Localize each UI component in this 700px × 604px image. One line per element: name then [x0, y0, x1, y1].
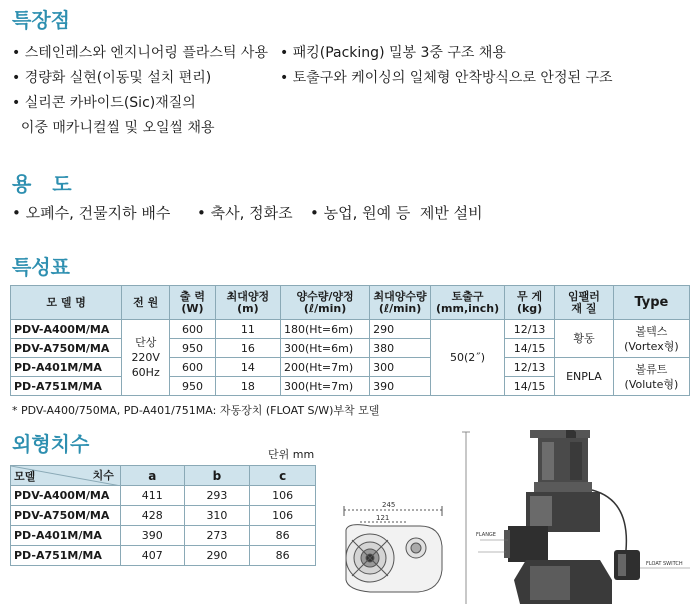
weight-cell: 14/15: [505, 377, 555, 396]
weight-cell: 14/15: [505, 339, 555, 358]
pump-drawing: [330, 430, 690, 604]
feature-item: • 실리콘 카바이드(Sic)재질의: [12, 95, 196, 111]
feature-item: • 스테인레스와 엔지니어링 플라스틱 사용: [12, 45, 268, 61]
header-output: 출 력 (W): [170, 286, 216, 320]
dim-c-cell: 106: [250, 486, 316, 506]
header-a: a: [120, 466, 184, 486]
max-head-cell: 16: [215, 339, 280, 358]
header-power: 전 원: [122, 286, 170, 320]
dims-title: 외형치수: [12, 432, 90, 456]
model-cell: PDV-A400M/MA: [11, 320, 122, 339]
weight-cell: 12/13: [505, 320, 555, 339]
model-cell: PD-A401M/MA: [11, 358, 122, 377]
output-cell: 600: [170, 358, 216, 377]
model-cell: PD-A401M/MA: [11, 526, 121, 546]
max-head-cell: 14: [215, 358, 280, 377]
usage-item: • 오폐수, 건물지하 배수: [12, 204, 171, 222]
header-size: 치수: [92, 469, 114, 482]
dim-c-cell: 106: [250, 506, 316, 526]
model-cell: PD-A751M/MA: [11, 546, 121, 566]
flow-cell: 300(Ht=7m): [281, 377, 370, 396]
pump-top-view: [344, 506, 442, 592]
max-head-cell: 18: [215, 377, 280, 396]
dim-c-cell: 86: [250, 546, 316, 566]
max-flow-cell: 390: [370, 377, 431, 396]
spec-table: [10, 285, 690, 396]
header-type: Type: [613, 286, 689, 320]
model-cell: PD-A751M/MA: [11, 377, 122, 396]
max-head-cell: 11: [215, 320, 280, 339]
dim-b-cell: 273: [184, 526, 250, 546]
dim-b-cell: 293: [184, 486, 250, 506]
unit-label: 단위 mm: [268, 448, 315, 461]
table-row: [11, 546, 316, 566]
feature-item: • 패킹(Packing) 밀봉 3중 구조 채용: [280, 45, 506, 61]
spec-title: 특성표: [12, 255, 70, 279]
dim-c-cell: 86: [250, 526, 316, 546]
model-cell: PDV-A400M/MA: [11, 486, 121, 506]
output-cell: 950: [170, 377, 216, 396]
table-row: [11, 358, 690, 377]
flow-cell: 180(Ht=6m): [281, 320, 370, 339]
flow-cell: 200(Ht=7m): [281, 358, 370, 377]
header-model: 모델: [14, 470, 36, 483]
header-max-flow: 최대양수량 (ℓ/min): [370, 286, 431, 320]
power-cell: 단상 220V 60Hz: [122, 320, 170, 396]
header-model: 모 델 명: [11, 286, 122, 320]
dim-245-label: 245: [382, 501, 396, 509]
pump-side-view: [462, 430, 690, 604]
max-flow-cell: 300: [370, 358, 431, 377]
type-cell: 볼류트 (Volute형): [613, 358, 689, 396]
table-row: [11, 506, 316, 526]
header-flow-head: 양수량/양정 (ℓ/min): [281, 286, 370, 320]
type-cell: 볼텍스 (Vortex형): [613, 320, 689, 358]
model-cell: PDV-A750M/MA: [11, 506, 121, 526]
dim-a-cell: 428: [120, 506, 184, 526]
dim-a-cell: 411: [120, 486, 184, 506]
dims-header-row: [11, 466, 316, 486]
usage-item: • 축사, 정화조: [197, 204, 293, 222]
float-switch-label: FLOAT SWITCH: [646, 561, 683, 567]
header-b: b: [184, 466, 250, 486]
dims-table: [10, 465, 316, 566]
dim-121-label: 121: [376, 514, 390, 522]
max-flow-cell: 380: [370, 339, 431, 358]
diagonal-header-cell: [11, 466, 121, 486]
header-max-head: 최대양정 (m): [215, 286, 280, 320]
feature-item: 이중 매카니컬씰 및 오일씰 채용: [12, 120, 215, 136]
table-row: [11, 526, 316, 546]
impeller-cell: ENPLA: [555, 358, 614, 396]
flow-cell: 300(Ht=6m): [281, 339, 370, 358]
features-title: 특장점: [12, 8, 70, 32]
feature-item: • 토출구와 케이싱의 일체형 안착방식으로 안정된 구조: [280, 70, 613, 86]
impeller-cell: 황동: [555, 320, 614, 358]
header-outlet: 토출구 (mm,inch): [431, 286, 505, 320]
dim-a-cell: 390: [120, 526, 184, 546]
output-cell: 600: [170, 320, 216, 339]
dim-b-cell: 310: [184, 506, 250, 526]
feature-item: • 경량화 실현(이동및 설치 편리): [12, 70, 212, 86]
dim-b-cell: 290: [184, 546, 250, 566]
max-flow-cell: 290: [370, 320, 431, 339]
table-row: [11, 486, 316, 506]
header-impeller: 임팰러 재 질: [555, 286, 614, 320]
outlet-cell: 50(2˝): [431, 320, 505, 396]
spec-header-row: [11, 286, 690, 320]
usage-item: • 농업, 원예 등 제반 설비: [310, 204, 483, 222]
flange-label: FLANGE: [476, 532, 496, 538]
table-row: [11, 320, 690, 339]
spec-note: * PDV-A400/750MA, PD-A401/751MA: 자동장치 (FLOAT S/W)부착 모델: [12, 404, 380, 417]
dim-a-cell: 407: [120, 546, 184, 566]
model-cell: PDV-A750M/MA: [11, 339, 122, 358]
usage-title: 용 도: [12, 172, 72, 196]
output-cell: 950: [170, 339, 216, 358]
header-weight: 무 게 (kg): [505, 286, 555, 320]
weight-cell: 12/13: [505, 358, 555, 377]
header-c: c: [250, 466, 316, 486]
